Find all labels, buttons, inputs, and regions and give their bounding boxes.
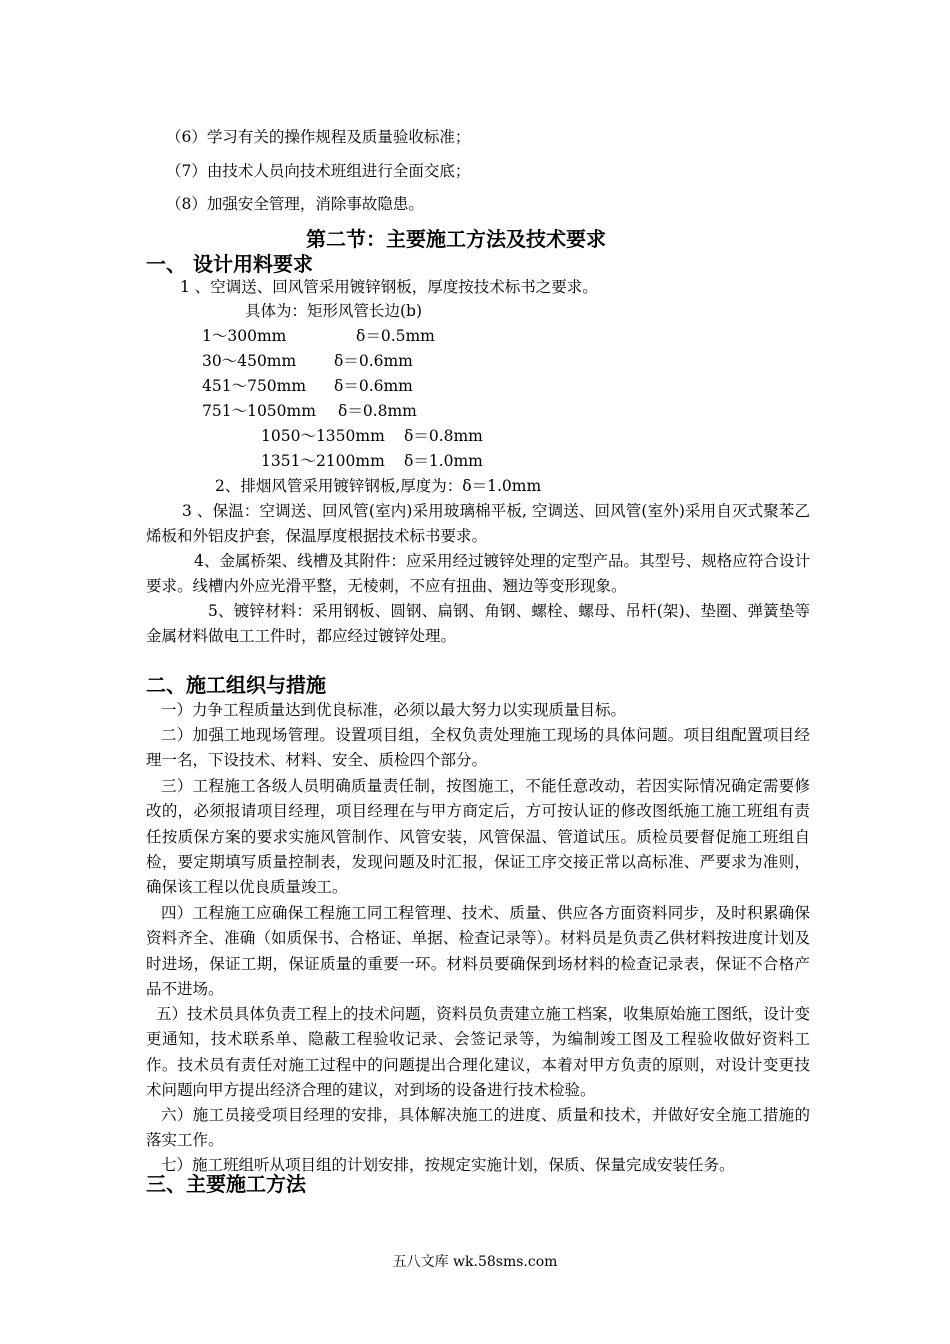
spec-thickness: δ＝0.8mm <box>338 402 417 420</box>
intro-item-8: （8）加强安全管理，消除事故隐患。 <box>166 195 424 213</box>
part3-heading: 三、主要施工方法 <box>146 1172 306 1196</box>
intro-item-7: （7）由技术人员向技术班组进行全面交底； <box>166 162 471 180</box>
specs-intro: 具体为：矩形风管长边(b) <box>245 302 423 320</box>
spec-range: 1～300mm <box>202 327 287 345</box>
spec-range: 1351～2100mm <box>261 452 385 470</box>
part2-item1: 一）力争工程质量达到优良标准，必须以最大努力以实现质量目标。 <box>161 701 627 719</box>
part2-item3: 三）工程施工各级人员明确质量责任制，按图施工，不能任意改动，若因实际情况确定需要修改的，必须报请项目经理，项目经理在与甲方商定后，方可按认证的修改图纸施工施工班组有责任按质保方案的要求实施风管制作、风管安装，风管保温、管道试压。质检员要督促施工班组自检，要定期填写质量控制表，发现问题及时汇报，保证工序交接正常以高标准、严要求为准则，确保该工程以优良质量竣工。 <box>146 777 810 897</box>
part1-item2: 2、排烟风管采用镀锌钢板,厚度为：δ＝1.0mm <box>215 477 542 495</box>
part2-item2: 二）加强工地现场管理。设置项目组，全权负责处理施工现场的具体问题。项目组配置项目经理一名，下设技术、材料、安全、质检四个部分。 <box>146 726 810 770</box>
footer-watermark: 五八文库 wk.58sms.com <box>392 1254 558 1270</box>
spec-range: 451～750mm <box>202 377 307 395</box>
spec-range: 1050～1350mm <box>261 427 385 445</box>
spec-thickness: δ＝1.0mm <box>404 452 483 470</box>
spec-thickness: δ＝0.5mm <box>356 327 435 345</box>
part1-heading: 一、 设计用料要求 <box>146 252 313 276</box>
section-title: 第二节：主要施工方法及技术要求 <box>306 227 606 251</box>
part2-item4: 四）工程施工应确保工程施工同工程管理、技术、质量、供应各方面资料同步，及时积累确保资料齐全、准确（如质保书、合格证、单据、检查记录等）。材料员是负责乙供材料按进度计划及时进场，保证工期，保证质量的重要一环。材料员要确保到场材料的检查记录表，保证不合格产品不进场。 <box>146 904 810 998</box>
spec-thickness: δ＝0.6mm <box>334 377 413 395</box>
part2-item6: 六）施工员接受项目经理的安排，具体解决施工的进度、质量和技术，并做好安全施工措施的落实工作。 <box>146 1106 810 1150</box>
spec-thickness: δ＝0.8mm <box>404 427 483 445</box>
part1-item4: 4、金属桥架、线槽及其附件：应采用经过镀锌处理的定型产品。其型号、规格应符合设计要求。线槽内外应光滑平整，无棱刺，不应有扭曲、翘边等变形现象。 <box>146 552 810 596</box>
spec-thickness: δ＝0.6mm <box>334 352 413 370</box>
part1-item5: 5、镀锌材料：采用钢板、圆钢、扁钢、角钢、螺栓、螺母、吊杆(架)、垫圈、弹簧垫等金属材料做电工工件时，都应经过镀锌处理。 <box>146 602 810 646</box>
part2-heading: 二、施工组织与措施 <box>146 673 326 697</box>
spec-range: 751～1050mm <box>202 402 316 420</box>
intro-item-6: （6）学习有关的操作规程及质量验收标准； <box>166 128 471 146</box>
part1-item3: 3 、保温：空调送、回风管(室内)采用玻璃棉平板, 空调送、回风管(室外)采用自灭式聚苯乙烯板和外铝皮护套，保温厚度根据技术标书要求。 <box>146 502 810 546</box>
part2-item7: 七）施工班组听从项目组的计划安排，按规定实施计划，保质、保量完成安装任务。 <box>161 1156 735 1174</box>
spec-range: 30～450mm <box>202 352 297 370</box>
part2-item5: 五）技术员具体负责工程上的技术问题，资料员负责建立施工档案，收集原始施工图纸，设计变更通知，技术联系单、隐蔽工程验收记录、会签记录等，为编制竣工图及工程验收做好资料工作。技术员有责任对施工过程中的问题提出合理化建议，本着对甲方负责的原则，对设计变更技术问题向甲方提出经济合理的建议，对到场的设备进行技术检验。 <box>146 1005 810 1099</box>
part1-item1: 1 、空调送、回风管采用镀锌钢板，厚度按技术标书之要求。 <box>180 278 598 296</box>
